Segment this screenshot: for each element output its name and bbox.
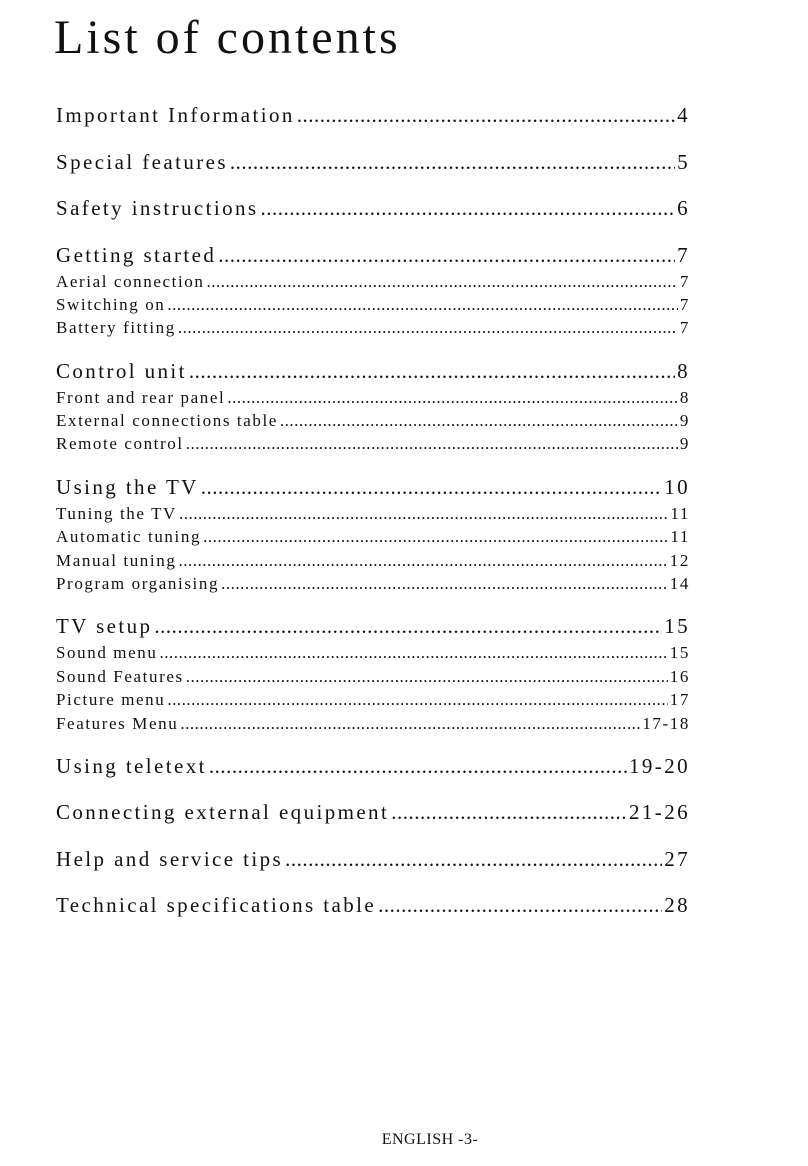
toc-entry-title: Connecting external equipment — [56, 800, 390, 825]
dot-leader — [391, 797, 627, 827]
toc-subentry[interactable] — [56, 316, 690, 339]
dot-leader — [201, 472, 662, 502]
section-spacer — [56, 340, 690, 356]
toc-entry-title: Important Information — [56, 103, 295, 127]
toc-section — [56, 890, 690, 937]
toc-entry[interactable] — [56, 890, 690, 920]
dot-leader — [297, 100, 675, 130]
toc-entry-page: 21-26 — [629, 800, 690, 825]
toc-entry-page: 5 — [677, 149, 690, 174]
toc-subentry[interactable] — [56, 432, 690, 455]
dot-leader — [186, 665, 668, 688]
toc-entry-page: 27 — [664, 846, 690, 871]
toc-entry-title: Using the TV — [56, 474, 199, 499]
dot-leader — [218, 240, 675, 270]
toc-entry-title: Using teletext — [56, 753, 207, 778]
toc-section — [56, 147, 690, 194]
toc-subentry[interactable] — [56, 525, 690, 548]
toc-section — [56, 472, 690, 596]
toc-section — [56, 844, 690, 891]
toc-section — [56, 240, 690, 340]
toc-entry[interactable] — [56, 240, 690, 270]
toc-subentry[interactable] — [56, 386, 690, 409]
section-spacer — [56, 735, 690, 751]
toc-subentry-page: 7 — [679, 271, 690, 291]
dot-leader — [189, 356, 675, 386]
dot-leader — [230, 147, 675, 177]
toc-subentry-title: Sound Features — [56, 666, 184, 686]
table-of-contents — [56, 100, 690, 937]
toc-subentry-title: Battery fitting — [56, 318, 176, 338]
toc-subentry-title: Aerial connection — [56, 271, 205, 291]
toc-subentry[interactable] — [56, 712, 690, 735]
toc-subentry-page: 17 — [669, 690, 690, 710]
toc-subentry-title: Front and rear panel — [56, 387, 226, 407]
dot-leader — [186, 432, 678, 455]
toc-entry-title: Help and service tips — [56, 846, 284, 871]
toc-section — [56, 356, 690, 456]
toc-subentry-page: 11 — [670, 503, 690, 523]
toc-subentry-title: External connections table — [56, 411, 278, 431]
dot-leader — [227, 386, 678, 409]
toc-section — [56, 193, 690, 240]
toc-entry-title: Special features — [56, 149, 228, 174]
toc-entry[interactable] — [56, 797, 690, 827]
toc-subentry-page: 7 — [679, 318, 690, 338]
toc-section — [56, 611, 690, 735]
toc-subentry-page: 14 — [669, 574, 690, 594]
toc-subentry[interactable] — [56, 665, 690, 688]
dot-leader — [178, 316, 678, 339]
toc-subentry[interactable] — [56, 641, 690, 664]
toc-entry-page: 7 — [677, 242, 690, 267]
toc-subentry[interactable] — [56, 688, 690, 711]
toc-subentry[interactable] — [56, 409, 690, 432]
toc-entry-page: 6 — [677, 196, 690, 220]
page-title: List of contents — [54, 11, 401, 64]
toc-entry[interactable] — [56, 472, 690, 502]
toc-entry-page: 10 — [664, 474, 690, 499]
toc-entry[interactable] — [56, 193, 690, 223]
toc-entry-title: Getting started — [56, 242, 217, 267]
dot-leader — [159, 641, 667, 664]
toc-entry[interactable] — [56, 611, 690, 641]
dot-leader — [178, 549, 667, 572]
toc-entry-title: Control unit — [56, 358, 187, 383]
dot-leader — [285, 844, 662, 874]
toc-entry-page: 15 — [664, 614, 690, 639]
toc-subentry-page: 8 — [679, 387, 690, 407]
toc-entry[interactable] — [56, 844, 690, 874]
toc-subentry-page: 17-18 — [642, 713, 690, 733]
toc-subentry-title: Automatic tuning — [56, 527, 202, 547]
dot-leader — [378, 890, 662, 920]
toc-subentry-title: Remote control — [56, 434, 184, 454]
toc-entry[interactable] — [56, 356, 690, 386]
dot-leader — [209, 751, 627, 781]
dot-leader — [207, 270, 678, 293]
toc-entry-title: Safety instructions — [56, 196, 259, 220]
toc-entry-page: 8 — [677, 358, 690, 383]
dot-leader — [280, 409, 678, 432]
toc-subentry-title: Tuning the TV — [56, 503, 177, 523]
toc-section — [56, 751, 690, 798]
toc-subentry-page: 7 — [679, 294, 690, 314]
toc-subentry[interactable] — [56, 293, 690, 316]
toc-subentry-page: 16 — [669, 666, 690, 686]
dot-leader — [154, 611, 662, 641]
toc-entry-title: Technical specifications table — [56, 893, 377, 918]
toc-subentry-page: 12 — [669, 550, 690, 570]
toc-subentry[interactable] — [56, 502, 690, 525]
toc-entry-page: 28 — [664, 893, 690, 918]
toc-subentry-page: 9 — [679, 434, 690, 454]
toc-subentry-page: 11 — [670, 527, 690, 547]
toc-entry-title: TV setup — [56, 614, 153, 639]
toc-section — [56, 797, 690, 844]
section-spacer — [56, 456, 690, 472]
toc-subentry-title: Switching on — [56, 294, 166, 314]
dot-leader — [203, 525, 668, 548]
toc-subentry-title: Features Menu — [56, 713, 179, 733]
dot-leader — [261, 193, 676, 223]
toc-entry[interactable] — [56, 147, 690, 177]
toc-subentry-page: 9 — [679, 411, 690, 431]
dot-leader — [167, 688, 667, 711]
toc-subentry-title: Program organising — [56, 574, 220, 594]
toc-entry[interactable] — [56, 100, 690, 130]
dot-leader — [167, 293, 677, 316]
toc-entry-page: 4 — [677, 103, 690, 127]
toc-subentry-title: Picture menu — [56, 690, 166, 710]
toc-subentry[interactable] — [56, 549, 690, 572]
dot-leader — [180, 712, 640, 735]
dot-leader — [179, 502, 668, 525]
toc-subentry[interactable] — [56, 270, 690, 293]
section-spacer — [56, 595, 690, 611]
toc-subentry[interactable] — [56, 572, 690, 595]
toc-section — [56, 100, 690, 147]
dot-leader — [221, 572, 668, 595]
toc-subentry-title: Sound menu — [56, 643, 158, 663]
toc-entry-page: 19-20 — [629, 753, 690, 778]
toc-subentry-title: Manual tuning — [56, 550, 177, 570]
toc-entry[interactable] — [56, 751, 690, 781]
toc-subentry-page: 15 — [669, 643, 690, 663]
page-footer: ENGLISH -3- — [381, 1131, 479, 1148]
